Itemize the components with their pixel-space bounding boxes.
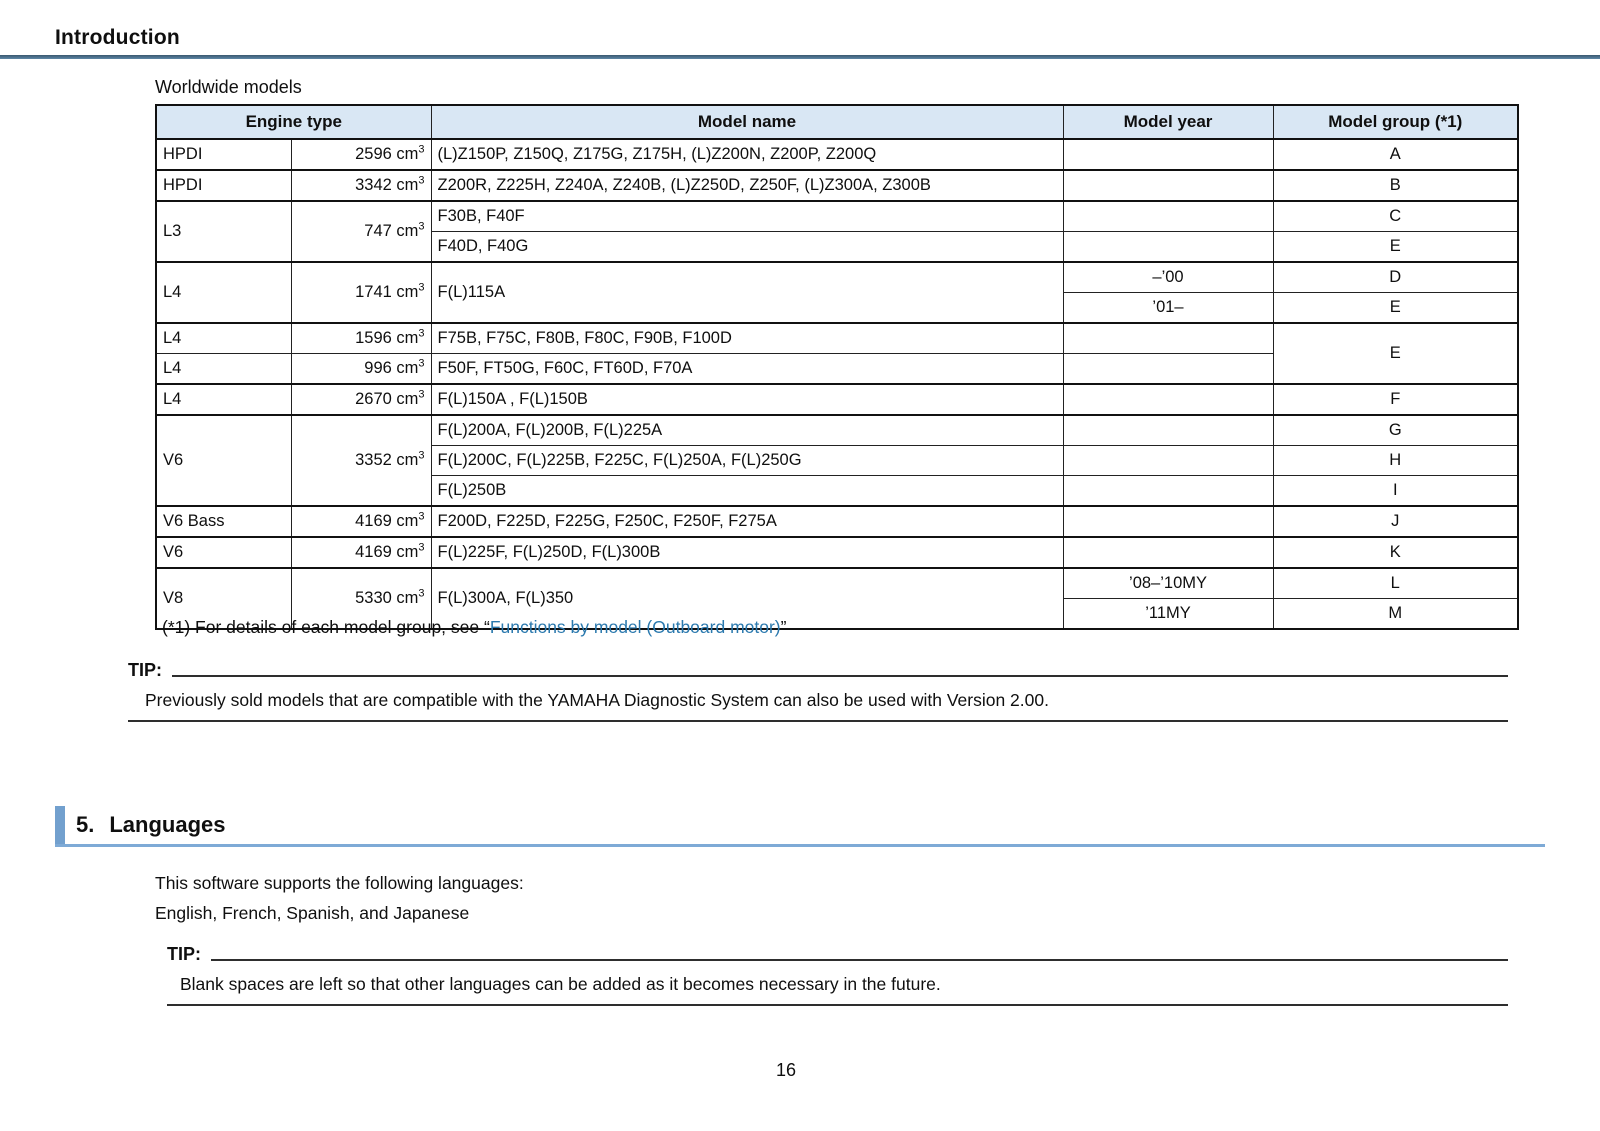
model-group-cell: E	[1273, 293, 1518, 324]
model-name-cell: F(L)250B	[431, 476, 1063, 507]
displacement-cell: 3342 $cm^3$	[291, 170, 431, 201]
displacement-cell: 996 $cm^3$	[291, 354, 431, 385]
col-header-model-year: Model year	[1063, 105, 1273, 139]
model-name-cell: F40D, F40G	[431, 232, 1063, 263]
footnote-suffix: ”	[780, 617, 787, 637]
engine-type-cell: V6	[156, 537, 291, 568]
model-group-cell: G	[1273, 415, 1518, 446]
tip-bottom-rule	[128, 720, 1508, 722]
engine-type-cell: HPDI	[156, 139, 291, 170]
model-name-cell: (L)Z150P, Z150Q, Z175G, Z175H, (L)Z200N, Z200P, Z200Q	[431, 139, 1063, 170]
model-group-cell: A	[1273, 139, 1518, 170]
displacement-cell: 1741 $cm^3$	[291, 262, 431, 323]
section-divider	[55, 844, 1545, 847]
section-number: 5.	[76, 812, 95, 837]
tip-rule	[172, 675, 1508, 677]
model-year-cell: –’00	[1063, 262, 1273, 293]
table-row	[156, 568, 1518, 599]
model-group-cell: K	[1273, 537, 1518, 568]
engine-type-cell: V6 Bass	[156, 506, 291, 537]
displacement-cell: 2670 $cm^3$	[291, 384, 431, 415]
table-footnote	[162, 617, 786, 638]
displacement-cell: 747 $cm^3$	[291, 201, 431, 262]
model-group-cell: E	[1273, 232, 1518, 263]
model-year-cell	[1063, 415, 1273, 446]
model-group-cell: B	[1273, 170, 1518, 201]
tip-header	[167, 944, 1508, 965]
table-row	[156, 384, 1518, 415]
model-name-cell: Z200R, Z225H, Z240A, Z240B, (L)Z250D, Z250F, (L)Z300A, Z300B	[431, 170, 1063, 201]
page-number: 16	[775, 1060, 797, 1080]
tip-block-models	[128, 660, 1508, 722]
languages-paragraph-line2: English, French, Spanish, and Japanese	[155, 903, 470, 923]
model-name-cell: F(L)200A, F(L)200B, F(L)225A	[431, 415, 1063, 446]
col-header-model-name: Model name	[431, 105, 1063, 139]
table-row	[156, 139, 1518, 170]
table-row	[156, 506, 1518, 537]
table-row	[156, 170, 1518, 201]
table-row	[156, 201, 1518, 232]
model-group-cell: M	[1273, 599, 1518, 630]
model-year-cell	[1063, 232, 1273, 263]
engine-type-cell: L4	[156, 323, 291, 354]
engine-type-cell: V6	[156, 415, 291, 506]
model-year-cell	[1063, 476, 1273, 507]
model-group-cell: C	[1273, 201, 1518, 232]
model-name-cell: F(L)115A	[431, 262, 1063, 323]
model-name-cell: F(L)300A, F(L)350	[431, 568, 1063, 629]
model-year-cell	[1063, 506, 1273, 537]
model-year-cell	[1063, 170, 1273, 201]
model-name-cell: F(L)225F, F(L)250D, F(L)300B	[431, 537, 1063, 568]
displacement-cell: 1596 $cm^3$	[291, 323, 431, 354]
model-year-cell	[1063, 139, 1273, 170]
model-group-cell: D	[1273, 262, 1518, 293]
model-year-cell: ’08–’10MY	[1063, 568, 1273, 599]
engine-type-cell: HPDI	[156, 170, 291, 201]
model-year-cell: ’11MY	[1063, 599, 1273, 630]
model-group-cell: I	[1273, 476, 1518, 507]
col-header-engine-type: Engine type	[156, 105, 431, 139]
model-year-cell	[1063, 446, 1273, 476]
table-caption: Worldwide models	[155, 77, 302, 97]
table-row	[156, 323, 1518, 354]
engine-type-cell: V8	[156, 568, 291, 629]
engine-type-cell: L3	[156, 201, 291, 262]
page-title: Introduction	[55, 26, 180, 49]
displacement-cell: 2596 $cm^3$	[291, 139, 431, 170]
displacement-cell: 5330 $cm^3$	[291, 568, 431, 629]
model-name-cell: F(L)200C, F(L)225B, F225C, F(L)250A, F(L)250G	[431, 446, 1063, 476]
displacement-cell: 4169 $cm^3$	[291, 506, 431, 537]
displacement-cell: 3352 $cm^3$	[291, 415, 431, 506]
tip-rule	[211, 959, 1508, 961]
section-heading-languages	[76, 812, 226, 838]
table-row	[156, 537, 1518, 568]
model-year-cell	[1063, 384, 1273, 415]
model-group-cell: J	[1273, 506, 1518, 537]
tip-label: TIP:	[128, 660, 162, 680]
tip-text: Blank spaces are left so that other languages can be added as it becomes necessary in the future.	[180, 974, 941, 994]
table-row	[156, 415, 1518, 446]
model-group-cell: F	[1273, 384, 1518, 415]
model-year-cell	[1063, 323, 1273, 354]
section-title: Languages	[109, 812, 226, 837]
engine-type-cell: L4	[156, 262, 291, 323]
model-group-cell: E	[1273, 323, 1518, 384]
model-name-cell: F30B, F40F	[431, 201, 1063, 232]
model-name-cell: F200D, F225D, F225G, F250C, F250F, F275A	[431, 506, 1063, 537]
functions-by-model-link[interactable]: Functions by model (Outboard motor)	[489, 617, 781, 637]
displacement-cell: 4169 $cm^3$	[291, 537, 431, 568]
engine-type-cell: L4	[156, 384, 291, 415]
languages-paragraph-line1: This software supports the following languages:	[155, 873, 524, 893]
model-name-cell: F(L)150A , F(L)150B	[431, 384, 1063, 415]
col-header-model-group: Model group (*1)	[1273, 105, 1518, 139]
model-group-cell: H	[1273, 446, 1518, 476]
engine-type-cell: L4	[156, 354, 291, 385]
tip-text: Previously sold models that are compatible with the YAMAHA Diagnostic System can also be used with Version 2.00.	[145, 690, 1049, 710]
tip-label: TIP:	[167, 944, 201, 964]
footnote-prefix: (*1) For details of each model group, see “	[162, 617, 490, 637]
model-year-cell: ’01–	[1063, 293, 1273, 324]
tip-header	[128, 660, 1508, 681]
model-group-cell: L	[1273, 568, 1518, 599]
model-name-cell: F50F, FT50G, F60C, FT60D, F70A	[431, 354, 1063, 385]
worldwide-models-table	[155, 104, 1519, 630]
section-accent-bar	[55, 806, 65, 845]
tip-block-languages	[167, 944, 1508, 1006]
model-year-cell	[1063, 354, 1273, 385]
header-divider	[0, 55, 1600, 59]
table-row	[156, 262, 1518, 293]
model-name-cell: F75B, F75C, F80B, F80C, F90B, F100D	[431, 323, 1063, 354]
model-year-cell	[1063, 537, 1273, 568]
model-year-cell	[1063, 201, 1273, 232]
tip-bottom-rule	[167, 1004, 1508, 1006]
table-header-row	[156, 105, 1518, 139]
